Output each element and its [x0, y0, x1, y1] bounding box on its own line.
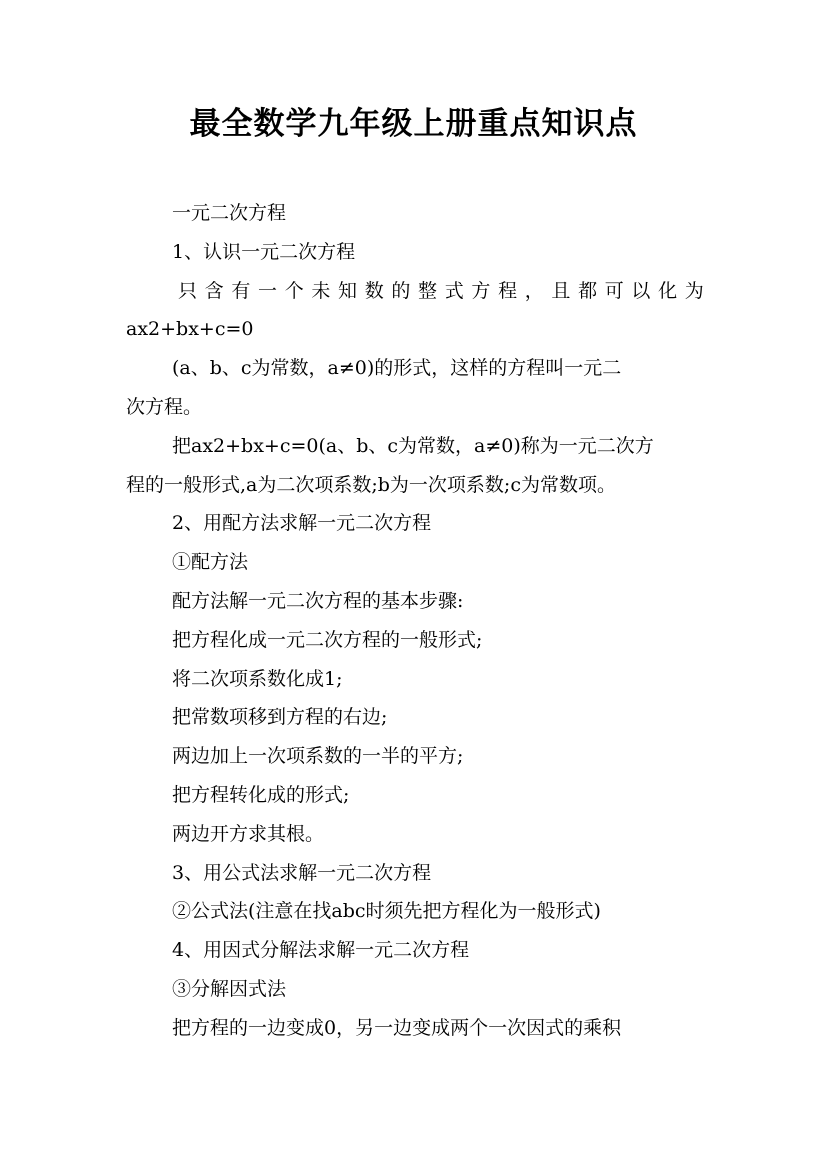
step-line: 将二次项系数化成1;	[172, 667, 343, 690]
justified-char: 方	[471, 279, 491, 302]
justified-char: 数	[364, 279, 384, 302]
document-title: 最全数学九年级上册重点知识点	[189, 106, 638, 142]
method-heading: ③分解因式法	[172, 977, 287, 1000]
subsection-heading: 2、用配方法求解一元二次方程	[172, 512, 432, 535]
method-heading: ①配方法	[172, 551, 249, 574]
section-heading: 一元二次方程	[172, 202, 287, 224]
justified-char: 都	[578, 279, 598, 302]
paragraph-line: (a、b、c为常数，a≠0)的形式，这样的方程叫一元二	[172, 357, 622, 380]
step-line: 把方程转化成的形式;	[172, 783, 350, 806]
justified-char: 知	[338, 279, 358, 302]
subsection-heading: 4、用因式分解法求解一元二次方程	[172, 939, 470, 962]
justified-char: 以	[631, 279, 651, 302]
justified-char: 化	[658, 279, 678, 302]
paragraph-line: 程的一般形式,a为二次项系数;b为一次项系数;c为常数项。	[126, 473, 616, 496]
justified-char: ，	[524, 279, 544, 302]
justified-char: 的	[391, 279, 411, 302]
justified-char: 含	[204, 279, 224, 302]
justified-char: 程	[498, 279, 518, 302]
paragraph-line	[126, 272, 706, 311]
paragraph-line: 配方法解一元二次方程的基本步骤:	[172, 589, 464, 612]
subsection-heading: 3、用公式法求解一元二次方程	[172, 861, 432, 884]
paragraph-line: 次方程。	[126, 395, 203, 418]
step-line: 两边开方求其根。	[172, 822, 325, 845]
justified-char: 式	[444, 279, 464, 302]
justified-char: 有	[231, 279, 251, 302]
justified-char: 一	[258, 279, 278, 302]
paragraph-line: 把方程的一边变成0，另一边变成两个一次因式的乘积	[172, 1016, 622, 1039]
method-heading: ②公式法(注意在找abc时须先把方程化为一般形式)	[172, 900, 601, 923]
justified-char: 且	[551, 279, 571, 302]
justified-char: 为	[684, 279, 704, 302]
subsection-heading: 1、认识一元二次方程	[172, 240, 356, 263]
justified-char: 整	[418, 279, 438, 302]
paragraph-line: ax2+bx+c=0	[126, 318, 254, 341]
step-line: 把方程化成一元二次方程的一般形式;	[172, 628, 483, 651]
paragraph-line: 把ax2+bx+c=0(a、b、c为常数，a≠0)称为一元二次方	[172, 434, 654, 457]
justified-char: 只	[178, 279, 198, 302]
step-line: 把常数项移到方程的右边;	[172, 706, 388, 729]
justified-char: 个	[284, 279, 304, 302]
step-line: 两边加上一次项系数的一半的平方;	[172, 745, 464, 768]
justified-char: 可	[604, 279, 624, 302]
justified-char: 未	[311, 279, 331, 302]
document-body	[126, 194, 706, 1048]
